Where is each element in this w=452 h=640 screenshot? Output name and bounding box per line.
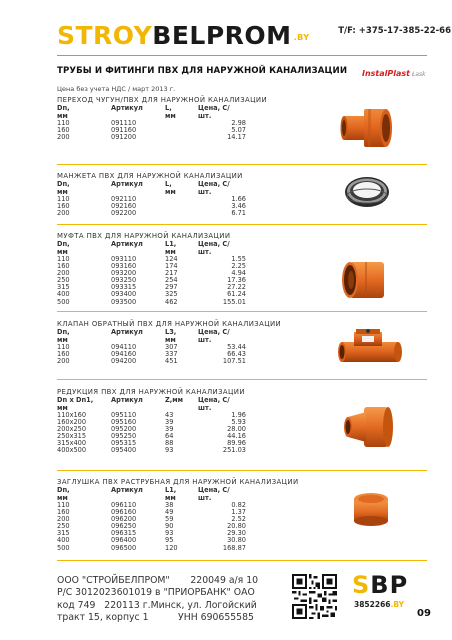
table-cell: 325 <box>165 290 178 299</box>
table-cell: 4.94 <box>231 269 246 278</box>
column-header: Dn, мм <box>57 104 70 120</box>
table-cell: 49 <box>165 508 174 517</box>
price-table <box>57 241 246 306</box>
table-cell: 93 <box>165 446 174 455</box>
table-row <box>57 509 246 516</box>
column-header: L3, мм <box>165 328 177 344</box>
table-cell: 160x200 <box>57 418 87 427</box>
table-cell: 27.22 <box>227 283 246 292</box>
table-cell: 096315 <box>111 529 137 538</box>
table-cell: 39 <box>165 425 174 434</box>
phone-number: T/F: +375-17-385-22-66 <box>338 26 451 36</box>
table-cell: 160 <box>57 126 70 135</box>
table-cell: 20.80 <box>227 522 246 531</box>
table-cell: 093200 <box>111 269 137 278</box>
table-cell: 160 <box>57 350 70 359</box>
table-cell: 093110 <box>111 255 137 263</box>
table-cell: 251.03 <box>222 446 246 455</box>
sbp-logo: SBP <box>352 571 409 599</box>
table-cell: 43 <box>165 411 174 419</box>
table-cell: 174 <box>165 262 178 271</box>
table-row <box>57 358 246 365</box>
table-cell: 200 <box>57 133 70 142</box>
table-cell: 500 <box>57 543 70 552</box>
table-cell: 096160 <box>111 508 137 517</box>
table-cell: 096500 <box>111 543 137 552</box>
column-header: Цена, С/ шт. <box>198 396 230 412</box>
table-cell: 093400 <box>111 290 137 299</box>
table-cell: 200 <box>57 269 70 278</box>
section-title: МУФТА ПВХ ДЛЯ НАРУЖНОЙ КАНАЛИЗАЦИИ <box>57 232 231 240</box>
table-cell: 90 <box>165 522 174 531</box>
table-cell: 091110 <box>111 119 137 127</box>
table-cell: 160 <box>57 202 70 211</box>
table-cell: 59 <box>165 515 174 524</box>
column-header: Dn, мм <box>57 328 70 344</box>
table-header-row <box>57 181 246 196</box>
table-cell: 500 <box>57 297 70 306</box>
table-cell: 200 <box>57 209 70 218</box>
column-header: Артикул <box>111 328 143 336</box>
page-header <box>57 21 451 56</box>
table-cell: 250 <box>57 276 70 285</box>
table-cell: 14.17 <box>227 133 246 142</box>
table-cell <box>165 203 198 210</box>
table-cell: 168.87 <box>222 543 246 552</box>
table-cell: 88 <box>165 439 174 448</box>
table-cell: 400 <box>57 290 70 299</box>
price-table <box>57 397 246 455</box>
table-row <box>57 203 246 210</box>
table-cell: 095250 <box>111 432 137 441</box>
table-cell: 462 <box>165 297 178 306</box>
table-cell: 096250 <box>111 522 137 531</box>
table-cell: 5.07 <box>231 126 246 135</box>
table-cell: 400x500 <box>57 446 87 455</box>
column-header: Артикул <box>111 104 143 112</box>
table-row <box>57 344 246 351</box>
table-cell: 092110 <box>111 195 137 203</box>
table-cell: 093500 <box>111 297 137 306</box>
table-cell: 093315 <box>111 283 137 292</box>
table-cell: 217 <box>165 269 178 278</box>
table-cell: 093160 <box>111 262 137 271</box>
table-cell: 096400 <box>111 536 137 545</box>
section-title: КЛАПАН ОБРАТНЫЙ ПВХ ДЛЯ НАРУЖНОЙ КАНАЛИЗАЦИИ <box>57 320 282 328</box>
table-row <box>57 291 246 298</box>
table-cell: 0.82 <box>231 501 246 509</box>
section-divider <box>57 164 427 165</box>
table-cell: 1.66 <box>231 195 246 203</box>
column-header: Цена, С/ шт. <box>198 486 230 502</box>
table-cell: 315 <box>57 283 70 292</box>
table-cell: 110 <box>57 195 70 203</box>
table-cell: 250 <box>57 522 70 531</box>
table-cell: 2.98 <box>231 119 246 127</box>
table-row <box>57 277 246 284</box>
table-cell: 091160 <box>111 126 137 135</box>
price-table <box>57 487 246 552</box>
table-cell <box>165 127 198 134</box>
table-cell: 30.80 <box>227 536 246 545</box>
column-header: Dn, мм <box>57 240 70 256</box>
table-cell: 093250 <box>111 276 137 285</box>
table-row <box>57 537 246 544</box>
table-cell: 110 <box>57 343 70 351</box>
table-cell: 094110 <box>111 343 137 351</box>
table-cell: 337 <box>165 350 178 359</box>
table-cell: 297 <box>165 283 178 292</box>
table-cell: 38 <box>165 501 174 509</box>
column-header: Артикул <box>111 180 143 188</box>
table-cell: 124 <box>165 255 178 263</box>
table-cell: 93 <box>165 529 174 538</box>
column-header: Dn, мм <box>57 180 70 196</box>
price-note: Цена без учета НДС / март 2013 г. <box>57 85 176 93</box>
table-cell: 200 <box>57 515 70 524</box>
table-cell: 1.55 <box>231 255 246 263</box>
column-header: Dn, мм <box>57 486 70 502</box>
price-table <box>57 105 246 141</box>
column-header: Цена, С/ шт. <box>198 328 230 344</box>
pipe-adapter-image <box>340 104 395 150</box>
table-cell: 5.93 <box>231 418 246 427</box>
table-cell: 61.24 <box>227 290 246 299</box>
table-cell: 44.16 <box>227 432 246 441</box>
table-cell: 1.37 <box>231 508 246 517</box>
company-details: ООО "СТРОЙБЕЛПРОМ" 220049 а/я 10 Р/С 3012023601019 в "ПРИОРБАНК" ОАО код 749 220113 г.Минск, ул. Логойский тракт 15, корпус 1 УНН 690655585 <box>57 575 259 623</box>
table-cell: 095200 <box>111 425 137 434</box>
column-header: Dn x Dn1, мм <box>57 396 94 412</box>
table-row <box>57 120 246 127</box>
column-header: L, мм <box>165 104 176 120</box>
table-row <box>57 127 246 134</box>
table-cell: 451 <box>165 357 178 366</box>
table-row <box>57 351 246 358</box>
table-row <box>57 196 246 203</box>
column-header: Артикул <box>111 396 143 404</box>
table-cell: 095160 <box>111 418 137 427</box>
table-cell: 120 <box>165 543 178 552</box>
table-cell: 092200 <box>111 209 137 218</box>
section-title: РЕДУКЦИЯ ПВХ ДЛЯ НАРУЖНОЙ КАНАЛИЗАЦИИ <box>57 388 245 396</box>
instalplast-logo: InstalPlast Łask <box>362 69 426 78</box>
table-cell: 66.43 <box>227 350 246 359</box>
table-cell: 95 <box>165 536 174 545</box>
section-divider <box>57 470 427 471</box>
table-cell <box>165 120 198 127</box>
table-cell: 091200 <box>111 133 137 142</box>
section-title: МАНЖЕТА ПВХ ДЛЯ НАРУЖНОЙ КАНАЛИЗАЦИИ <box>57 172 243 180</box>
table-cell: 094200 <box>111 357 137 366</box>
table-row <box>57 299 246 306</box>
table-cell: 095315 <box>111 439 137 448</box>
page-number: 09 <box>417 608 431 619</box>
table-cell: 400 <box>57 536 70 545</box>
table-cell: 17.36 <box>227 276 246 285</box>
column-header: Цена, С/ шт. <box>198 104 230 120</box>
end-cap-image <box>350 487 392 527</box>
price-table <box>57 181 246 217</box>
table-cell: 094160 <box>111 350 137 359</box>
price-table <box>57 329 246 365</box>
table-cell: 250x315 <box>57 432 87 441</box>
table-cell: 6.71 <box>231 209 246 218</box>
table-row <box>57 523 246 530</box>
table-cell: 29.30 <box>227 529 246 538</box>
table-cell: 155.01 <box>222 297 246 306</box>
rubber-seal-image <box>343 174 391 210</box>
table-row <box>57 516 246 523</box>
table-row <box>57 134 246 141</box>
column-header: L1, мм <box>165 486 177 502</box>
sbp-registration-number: 3852266.BY <box>354 600 405 609</box>
table-cell: 092160 <box>111 202 137 211</box>
table-header-row <box>57 329 246 344</box>
qr-code-icon[interactable] <box>292 574 337 619</box>
table-cell: 3.46 <box>231 202 246 211</box>
table-cell: 110x160 <box>57 411 87 419</box>
table-cell: 1.96 <box>231 411 246 419</box>
table-cell: 2.52 <box>231 515 246 524</box>
table-cell: 160 <box>57 508 70 517</box>
column-header: Артикул <box>111 240 143 248</box>
column-header: Цена, С/ шт. <box>198 180 230 196</box>
header-divider <box>57 55 427 56</box>
table-cell: 64 <box>165 432 174 441</box>
table-cell: 307 <box>165 343 178 351</box>
section-divider <box>57 379 427 380</box>
table-row <box>57 263 246 270</box>
table-header-row <box>57 487 246 502</box>
table-cell: 28.00 <box>227 425 246 434</box>
table-cell: 254 <box>165 276 178 285</box>
section-divider <box>57 560 427 561</box>
table-cell <box>165 134 198 141</box>
table-row <box>57 210 246 217</box>
stroybelprom-logo: STROYBELPROM $^{.BY}$ <box>57 21 310 50</box>
table-header-row <box>57 397 246 412</box>
column-header: Z,мм <box>165 396 184 404</box>
table-cell: 110 <box>57 119 70 127</box>
table-cell: 096110 <box>111 501 137 509</box>
table-cell: 200 <box>57 357 70 366</box>
table-cell: 89.96 <box>227 439 246 448</box>
table-cell: 39 <box>165 418 174 427</box>
table-row <box>57 530 246 537</box>
table-row <box>57 545 246 552</box>
table-row <box>57 256 246 263</box>
table-cell: 107.51 <box>222 357 246 366</box>
table-cell <box>165 196 198 203</box>
table-header-row <box>57 105 246 120</box>
column-header: Артикул <box>111 486 143 494</box>
table-cell: 096200 <box>111 515 137 524</box>
table-cell: 160 <box>57 262 70 271</box>
check-valve-image <box>336 326 402 370</box>
table-cell: 110 <box>57 501 70 509</box>
table-cell: 315x400 <box>57 439 87 448</box>
section-divider <box>57 311 427 312</box>
table-row <box>57 270 246 277</box>
table-cell: 315 <box>57 529 70 538</box>
table-cell <box>165 210 198 217</box>
section-title: ЗАГЛУШКА ПВХ РАСТРУБНАЯ ДЛЯ НАРУЖНОЙ КАНАЛИЗАЦИИ <box>57 478 299 486</box>
page-title: ТРУБЫ И ФИТИНГИ ПВХ ДЛЯ НАРУЖНОЙ КАНАЛИЗАЦИИ <box>57 66 348 76</box>
section-title: ПЕРЕХОД ЧУГУН/ПВХ ДЛЯ НАРУЖНОЙ КАНАЛИЗАЦИИ <box>57 96 267 104</box>
table-cell: 53.44 <box>227 343 246 351</box>
section-divider <box>57 224 427 225</box>
column-header: L1, мм <box>165 240 177 256</box>
column-header: L, мм <box>165 180 176 196</box>
table-row <box>57 502 246 509</box>
column-header: Цена, С/ шт. <box>198 240 230 256</box>
table-header-row <box>57 241 246 256</box>
pipe-reducer-image <box>340 404 394 450</box>
pipe-coupling-image <box>340 258 392 302</box>
table-row <box>57 284 246 291</box>
table-cell: 095400 <box>111 446 137 455</box>
table-cell: 2.25 <box>231 262 246 271</box>
table-cell: 110 <box>57 255 70 263</box>
table-row <box>57 447 246 454</box>
table-cell: 095110 <box>111 411 137 419</box>
table-cell: 200x250 <box>57 425 87 434</box>
